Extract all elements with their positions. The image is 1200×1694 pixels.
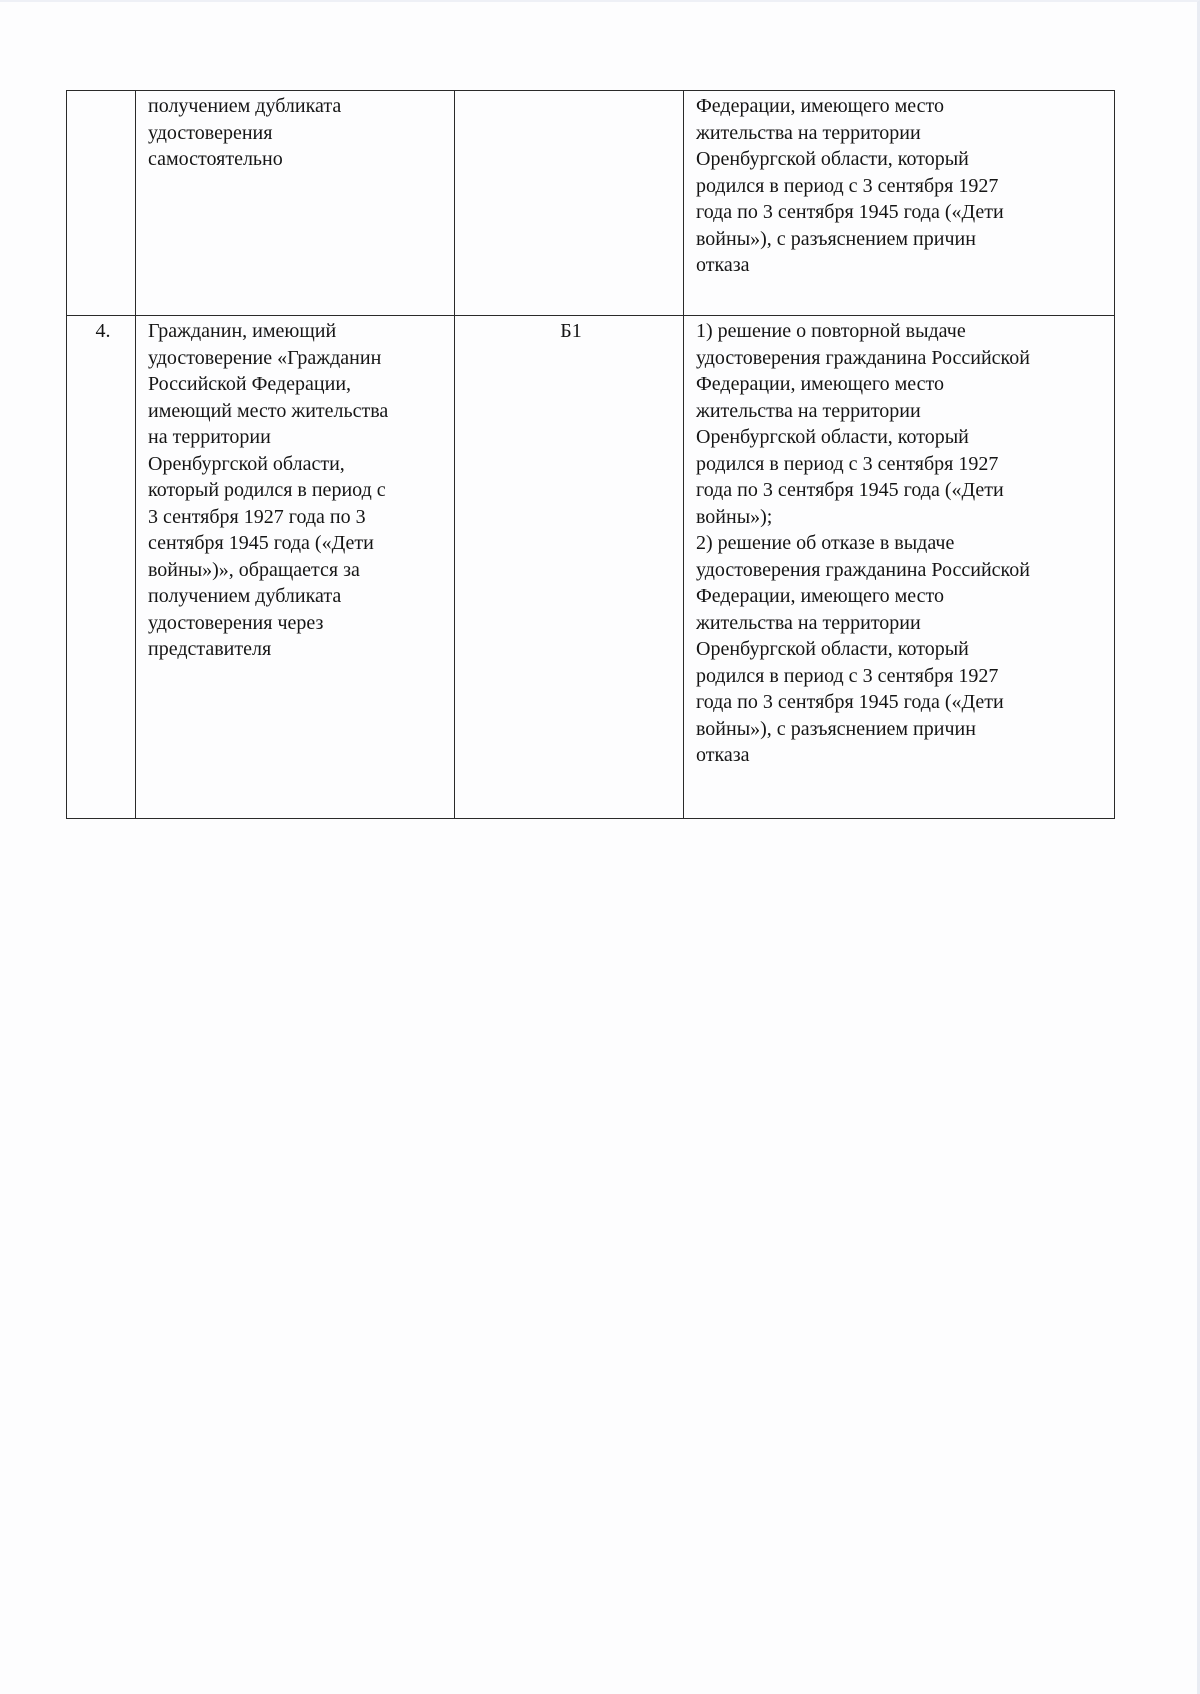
result-cell: Федерации, имеющего место жительства на территории Оренбургской области, который родился в период с 3 сентября 1927 года по 3 сентября 1945 года («Дети войны»), с разъяснением причин отказа <box>684 91 1115 316</box>
table-row <box>67 91 1115 316</box>
table-row <box>67 316 1115 819</box>
applicant-cell: получением дубликата удостоверения самостоятельно <box>136 91 455 316</box>
code-cell: Б1 <box>455 316 684 819</box>
code-cell <box>455 91 684 316</box>
row-number-cell <box>67 91 136 316</box>
row-number-cell: 4. <box>67 316 136 819</box>
document-table <box>66 90 1115 819</box>
applicant-cell: Гражданин, имеющий удостоверение «Гражданин Российской Федерации, имеющий место жительства на территории Оренбургской области, который родился в период с 3 сентября 1927 года по 3 сентября 1945 года («Дети войны»)», обращается за получением дубликата удостоверения через представителя <box>136 316 455 819</box>
result-cell: 1) решение о повторной выдаче удостоверения гражданина Российской Федерации, имеющего место жительства на территории Оренбургской области, который родился в период с 3 сентября 1927 года по 3 сентября 1945 года («Дети войны»); 2) решение об отказе в выдаче удостоверения гражданина Российской Федерации, имеющего место жительства на территории Оренбургской области, который родился в период с 3 сентября 1927 года по 3 сентября 1945 года («Дети войны»), с разъяснением причин отказа <box>684 316 1115 819</box>
